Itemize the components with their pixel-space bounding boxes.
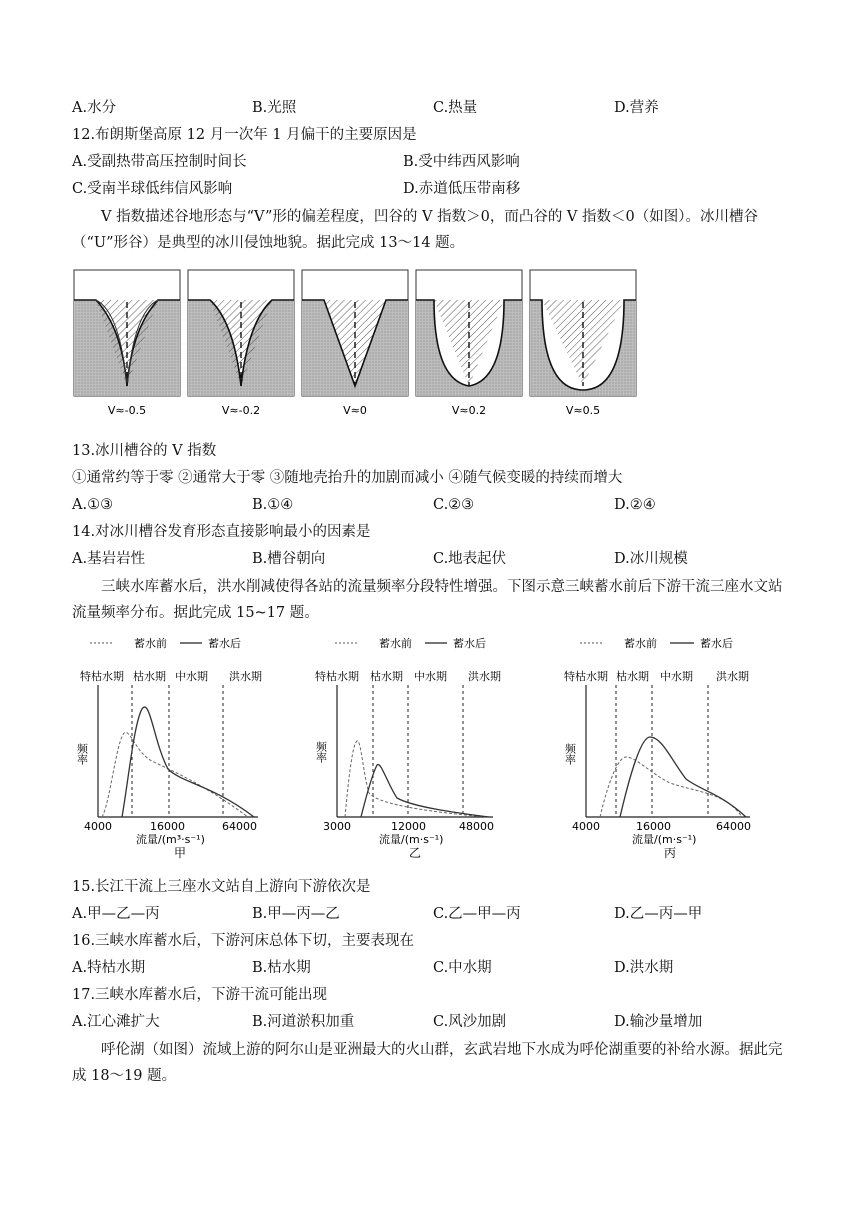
q16-option-c: C.中水期 xyxy=(433,960,492,976)
x-tick: 4000 xyxy=(84,820,112,833)
q12-option-c: C.受南半球低纬信风影响 xyxy=(72,181,233,197)
v-panel-1 xyxy=(74,270,180,396)
q15-option-b: B.甲—丙—乙 xyxy=(252,906,340,922)
period-label: 特枯水期 xyxy=(564,670,608,683)
q14-option-b: B.槽谷朝向 xyxy=(252,551,326,567)
q12-option-d: D.赤道低压带南移 xyxy=(403,181,521,197)
q15-option-c: C.乙—甲—丙 xyxy=(433,906,521,922)
q13-option-d: D.②④ xyxy=(614,497,656,513)
q15-option-d: D.乙—丙—甲 xyxy=(614,906,703,922)
legend-before: 蓄水前 xyxy=(624,637,657,650)
v-label-2: V≈-0.2 xyxy=(221,404,261,417)
legend-before: 蓄水前 xyxy=(134,637,167,650)
q11-option-b: B.光照 xyxy=(252,100,297,116)
v-label-3: V≈0 xyxy=(343,404,367,417)
period-label: 中水期 xyxy=(660,670,693,683)
chart-name: 乙 xyxy=(409,846,422,860)
v-panel-3 xyxy=(302,270,408,396)
y-axis-label: 频率 xyxy=(75,743,89,765)
q14-option-c: C.地表起伏 xyxy=(433,551,507,567)
period-label: 特枯水期 xyxy=(80,670,124,683)
passage-15-17: 三峡水库蓄水后，洪水削减使得各站的流量频率分段特性增强。下图示意三峡蓄水前后下游干流三座水文站流量频率分布。据此完成 15~17 题。 xyxy=(72,579,783,621)
q17-option-a: A.江心滩扩大 xyxy=(72,1014,160,1030)
period-label: 洪水期 xyxy=(468,670,501,683)
q15-stem: 15.长江干流上三座水文站自上游向下游依次是 xyxy=(72,879,371,895)
x-tick: 4000 xyxy=(572,820,600,833)
q12-option-b: B.受中纬西风影响 xyxy=(403,154,520,170)
q16-option-a: A.特枯水期 xyxy=(72,960,146,976)
chart-name: 丙 xyxy=(664,846,677,860)
q12-option-a: A.受副热带高压控制时间长 xyxy=(72,154,247,170)
q11-option-c: C.热量 xyxy=(433,100,478,116)
x-axis-label: 流量/(m·s⁻¹) xyxy=(632,833,697,846)
v-label-1: V≈-0.5 xyxy=(107,404,147,417)
chart-yi xyxy=(315,636,502,860)
v-panel-4 xyxy=(416,270,522,396)
q17-option-b: B.河道淤积加重 xyxy=(252,1014,355,1030)
passage-18-19: 呼伦湖（如图）流域上游的阿尔山是亚洲最大的火山群，玄武岩地下水成为呼伦湖重要的补给水源。据此完成 18～19 题。 xyxy=(72,1042,783,1084)
v-label-4: V≈0.2 xyxy=(451,404,487,417)
x-tick: 16000 xyxy=(636,820,671,833)
legend-after: 蓄水后 xyxy=(700,637,733,650)
period-label: 枯水期 xyxy=(616,670,649,683)
q13-statements: ①通常约等于零 ②通常大于零 ③随地壳抬升的加剧而减小 ④随气候变暖的持续而增大 xyxy=(72,470,623,486)
period-label: 中水期 xyxy=(414,670,447,683)
q16-option-d: D.洪水期 xyxy=(614,960,674,976)
flow-frequency-figure xyxy=(72,633,772,863)
period-label: 枯水期 xyxy=(133,670,166,683)
legend-after: 蓄水后 xyxy=(453,637,486,650)
q13-stem: 13.冰川槽谷的 V 指数 xyxy=(72,443,217,459)
chart-jia xyxy=(76,636,263,860)
period-label: 中水期 xyxy=(175,670,208,683)
x-tick: 3000 xyxy=(323,820,351,833)
q14-option-d: D.冰川规模 xyxy=(614,551,688,567)
q12-stem: 12.布朗斯堡高原 12 月一次年 1 月偏干的主要原因是 xyxy=(72,127,417,143)
x-tick: 16000 xyxy=(150,820,185,833)
v-label-5: V≈0.5 xyxy=(565,404,601,417)
x-tick: 48000 xyxy=(459,820,494,833)
x-tick: 12000 xyxy=(391,820,426,833)
y-axis-label: 频率 xyxy=(563,743,577,765)
chart-bing xyxy=(564,636,752,860)
period-label: 特枯水期 xyxy=(315,670,359,683)
q13-option-b: B.①④ xyxy=(252,497,294,513)
period-label: 洪水期 xyxy=(716,670,749,683)
y-axis-label: 频率 xyxy=(314,741,328,763)
period-label: 洪水期 xyxy=(229,670,262,683)
x-axis-label: 流量/(m·s⁻¹) xyxy=(379,833,444,846)
q17-option-c: C.风沙加剧 xyxy=(433,1014,507,1030)
q14-stem: 14.对冰川槽谷发育形态直接影响最小的因素是 xyxy=(72,524,371,540)
q11-option-d: D.营养 xyxy=(614,100,659,116)
v-panel-5 xyxy=(530,270,636,396)
v-panel-2 xyxy=(188,270,294,396)
q14-option-a: A.基岩岩性 xyxy=(72,551,146,567)
q16-option-b: B.枯水期 xyxy=(252,960,311,976)
legend-before: 蓄水前 xyxy=(379,637,412,650)
period-label: 枯水期 xyxy=(370,670,403,683)
v-index-figure xyxy=(72,268,644,420)
passage-13-14: V 指数描述谷地形态与“V”形的偏差程度，凹谷的 V 指数＞0，而凸谷的 V 指数＜0（如图）。冰川槽谷（“U”形谷）是典型的冰川侵蚀地貌。据此完成 13～14 题。 xyxy=(72,209,758,251)
q13-option-c: C.②③ xyxy=(433,497,475,513)
x-tick: 64000 xyxy=(716,820,751,833)
legend-after: 蓄水后 xyxy=(208,637,241,650)
chart-name: 甲 xyxy=(174,846,187,860)
q15-option-a: A.甲—乙—丙 xyxy=(72,906,160,922)
q17-stem: 17.三峡水库蓄水后，下游干流可能出现 xyxy=(72,987,328,1003)
q13-option-a: A.①③ xyxy=(72,497,114,513)
q17-option-d: D.输沙量增加 xyxy=(614,1014,703,1030)
q16-stem: 16.三峡水库蓄水后，下游河床总体下切，主要表现在 xyxy=(72,933,415,949)
q11-option-a: A.水分 xyxy=(72,100,117,116)
x-tick: 64000 xyxy=(222,820,257,833)
x-axis-label: 流量/(m³·s⁻¹) xyxy=(136,833,205,846)
